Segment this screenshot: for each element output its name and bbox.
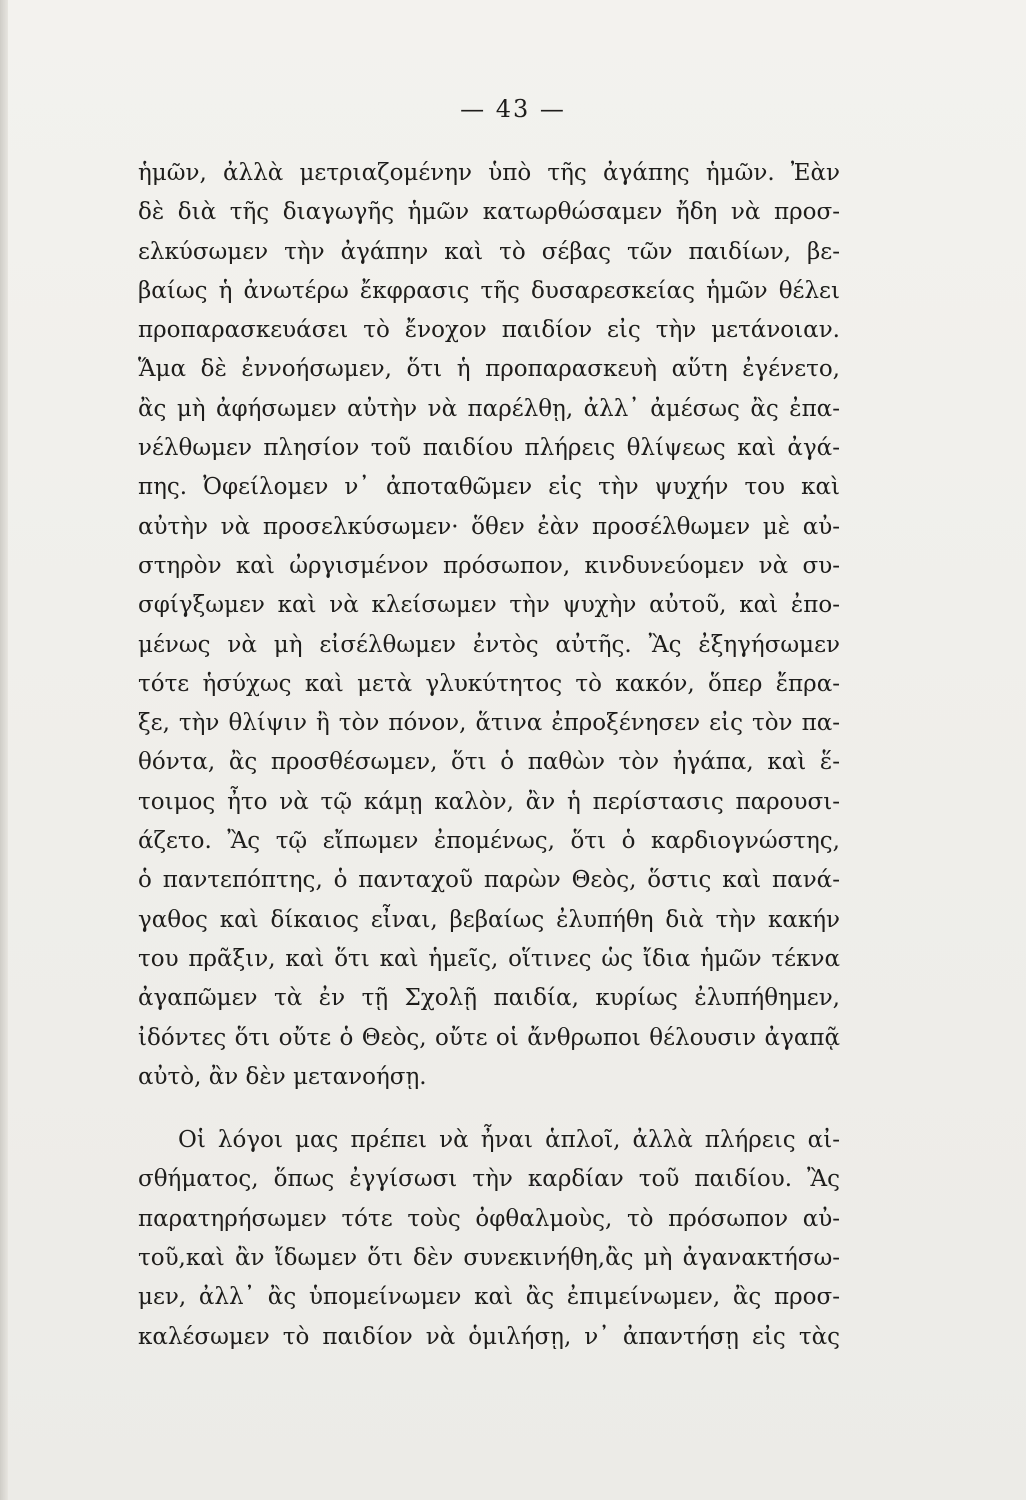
text-line: τότε ἡσύχως καὶ μετὰ γλυκύτητος τὸ κακόν, ὅπερ ἔπρα-: [138, 670, 840, 697]
text-line: προπαρασκευάσει τὸ ἔνοχον παιδίον εἰς τὴν μετάνοιαν.: [138, 317, 840, 344]
text-line: σφίγξωμεν καὶ νὰ κλείσωμεν τὴν ψυχὴν αὐτοῦ, καὶ ἐπο-: [138, 592, 840, 619]
paragraph-gap: [138, 1097, 840, 1121]
text-line: βαίως ἡ ἀνωτέρω ἔκφρασις τῆς δυσαρεσκείας ἡμῶν θέλει: [138, 277, 840, 304]
body-text: [138, 154, 840, 1357]
paragraph-1: [138, 154, 840, 1097]
text-line: σθήματος, ὅπως ἐγγίσωσι τὴν καρδίαν τοῦ παιδίου. Ἂς: [138, 1166, 840, 1193]
text-line: ἰδόντες ὅτι οὔτε ὁ Θεὸς, οὔτε οἱ ἄνθρωποι θέλουσιν ἀγαπᾷ: [138, 1024, 840, 1051]
text-line: Ἅμα δὲ ἐννοήσωμεν, ὅτι ἡ προπαρασκευὴ αὕτη ἐγένετο,: [138, 356, 840, 383]
text-line: νέλθωμεν πλησίον τοῦ παιδίου πλήρεις θλίψεως καὶ ἀγά-: [138, 435, 840, 462]
text-line: τοῦ,καὶ ἂν ἴδωμεν ὅτι δὲν συνεκινήθη,ἂς μὴ ἀγανακτήσω-: [138, 1245, 840, 1272]
text-line: καλέσωμεν τὸ παιδίον νὰ ὁμιλήσῃ, ν᾽ ἀπαντήσῃ εἰς τὰς: [138, 1323, 840, 1350]
text-line: δὲ διὰ τῆς διαγωγῆς ἡμῶν κατωρθώσαμεν ἤδη νὰ προσ-: [138, 199, 840, 226]
text-line: ελκύσωμεν τὴν ἀγάπην καὶ τὸ σέβας τῶν παιδίων, βε-: [138, 238, 840, 265]
text-line: αὐτὸ, ἂν δὲν μετανοήσῃ.: [138, 1063, 427, 1090]
text-line: του πρᾶξιν, καὶ ὅτι καὶ ἡμεῖς, οἵτινες ὡς ἴδια ἡμῶν τέκνα: [138, 945, 840, 972]
text-line: ξε, τὴν θλίψιν ἢ τὸν πόνον, ἅτινα ἐπροξένησεν εἰς τὸν πα-: [138, 710, 840, 737]
text-line: άζετο. Ἂς τῷ εἴπωμεν ἐπομένως, ὅτι ὁ καρδιογνώστης,: [138, 828, 840, 855]
text-line: θόντα, ἂς προσθέσωμεν, ὅτι ὁ παθὼν τὸν ἠγάπα, καὶ ἕ-: [138, 749, 840, 776]
text-line: ἡμῶν, ἀλλὰ μετριαζομένην ὑπὸ τῆς ἀγάπης ἡμῶν. Ἐὰν: [138, 160, 840, 186]
binding-edge: [0, 0, 8, 1500]
text-line: ὁ παντεπόπτης, ὁ πανταχοῦ παρὼν Θεὸς, ὅστις καὶ πανά-: [138, 867, 840, 894]
paragraph-2: [138, 1121, 840, 1357]
text-line: πης. Ὀφείλομεν ν᾽ ἀποταθῶμεν εἰς τὴν ψυχήν του καὶ: [138, 474, 840, 501]
text-line: τοιμος ἦτο νὰ τῷ κάμῃ καλὸν, ἂν ἡ περίστασις παρουσι-: [138, 788, 840, 815]
text-line: Οἱ λόγοι μας πρέπει νὰ ἦναι ἁπλοῖ, ἀλλὰ πλήρεις αἰ-: [178, 1127, 840, 1154]
text-line: ἀγαπῶμεν τὰ ἐν τῇ Σχολῇ παιδία, κυρίως ἐλυπήθημεν,: [138, 985, 840, 1012]
text-line: στηρὸν καὶ ὠργισμένον πρόσωπον, κινδυνεύομεν νὰ συ-: [138, 552, 840, 579]
page-number: — 43 —: [460, 95, 566, 123]
text-line: ἂς μὴ ἀφήσωμεν αὐτὴν νὰ παρέλθῃ, ἀλλ᾽ ἀμέσως ἂς ἐπα-: [138, 395, 840, 422]
text-line: παρατηρήσωμεν τότε τοὺς ὀφθαλμοὺς, τὸ πρόσωπον αὐ-: [138, 1205, 840, 1232]
text-line: μεν, ἀλλ᾽ ἂς ὑπομείνωμεν καὶ ἂς ἐπιμείνωμεν, ἂς προσ-: [138, 1284, 840, 1311]
text-line: μένως νὰ μὴ εἰσέλθωμεν ἐντὸς αὐτῆς. Ἂς ἐξηγήσωμεν: [138, 631, 840, 658]
text-line: γαθος καὶ δίκαιος εἶναι, βεβαίως ἐλυπήθη διὰ τὴν κακήν: [138, 906, 840, 933]
text-line: αὐτὴν νὰ προσελκύσωμεν· ὅθεν ἐὰν προσέλθωμεν μὲ αὐ-: [138, 513, 840, 540]
